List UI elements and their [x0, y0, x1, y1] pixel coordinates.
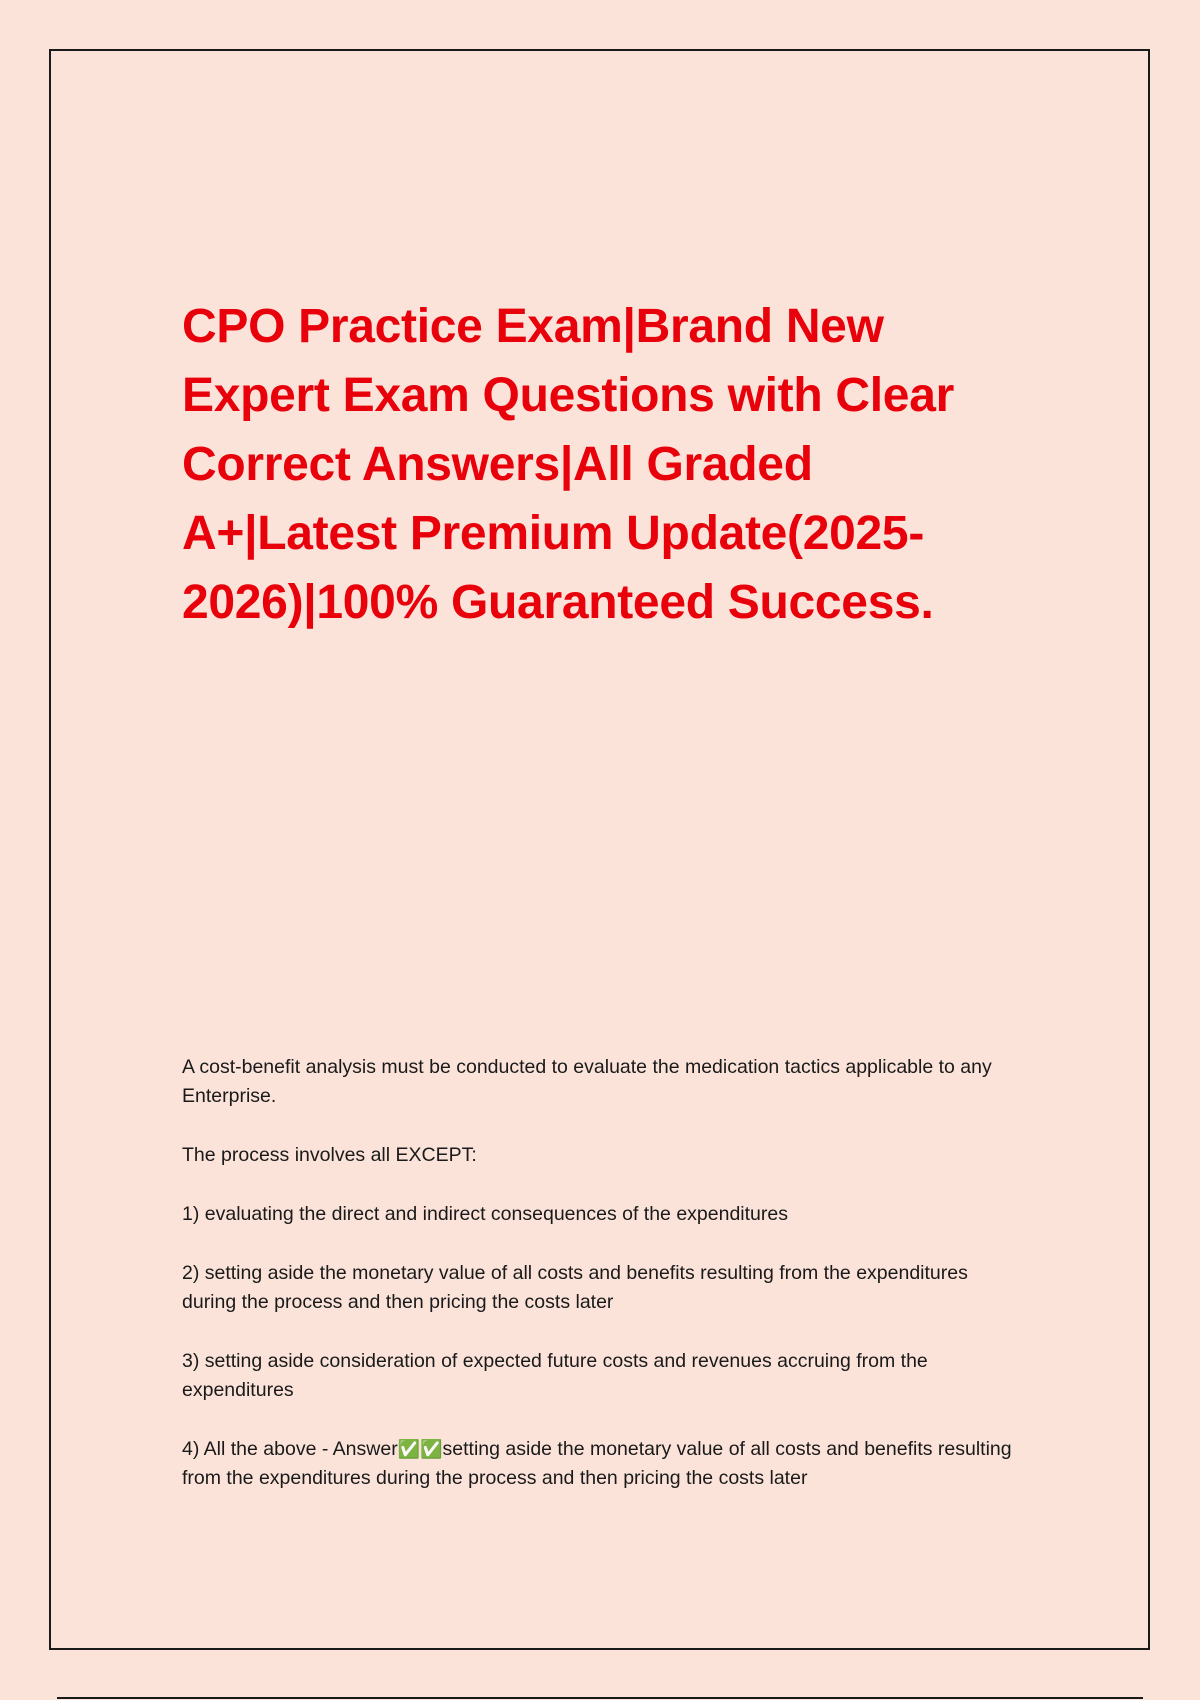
question-block: [182, 1053, 1012, 1523]
document-title: CPO Practice Exam|Brand New Expert Exam Questions with Clear Correct Answers|All Graded A+|Latest Premium Update(2025-2026)|100% Guaranteed Success.: [182, 300, 954, 629]
answer-option-4: [182, 1435, 1012, 1493]
option-4-label: 4) All the above - Answer: [182, 1438, 398, 1460]
bottom-divider: [57, 1697, 1143, 1699]
answer-option-3: 3) setting aside consideration of expected future costs and revenues accruing from the expenditures: [182, 1350, 928, 1401]
check-mark-icon: ✅✅: [397, 1439, 443, 1460]
question-stem: A cost-benefit analysis must be conducted to evaluate the medication tactics applicable to any Enterprise.: [182, 1056, 992, 1107]
correct-answer-text: setting aside the monetary value of all costs and benefits resulting from the expenditures during the process and then pricing the costs later: [182, 1438, 1012, 1489]
question-prompt: The process involves all EXCEPT:: [182, 1144, 477, 1166]
answer-option-2: 2) setting aside the monetary value of all costs and benefits resulting from the expenditures during the process and then pricing the costs later: [182, 1262, 968, 1313]
answer-option-1: 1) evaluating the direct and indirect consequences of the expenditures: [182, 1203, 788, 1225]
